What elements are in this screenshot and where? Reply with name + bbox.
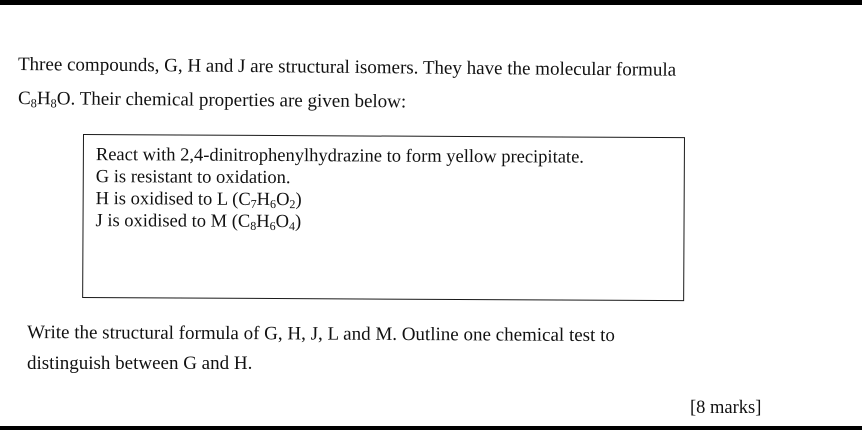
question-line-2: distinguish between G and H.	[27, 353, 253, 374]
question-line-1: Write the structural formula of G, H, J, L and M. Outline one chemical test to	[26, 322, 615, 347]
intro-line-1: Three compounds, G, H and J are structural isomers. They have the molecular formula	[17, 54, 677, 81]
properties-box	[82, 134, 685, 301]
intro-line-2: $C_8H_8O$. Their chemical properties are given below:	[17, 88, 407, 113]
property-item: React with 2,4-dinitrophenylhydrazine to form yellow precipitate.	[95, 145, 584, 168]
property-item: J is oxidised to M $(C_8H_6O_4)$	[95, 211, 302, 234]
top-border	[0, 0, 862, 5]
property-item: H is oxidised to L $(C_7H_6O_2)$	[95, 189, 302, 212]
bottom-border	[0, 426, 862, 430]
marks-label: [8 marks]	[690, 398, 762, 418]
property-item: G is resistant to oxidation.	[95, 167, 291, 189]
